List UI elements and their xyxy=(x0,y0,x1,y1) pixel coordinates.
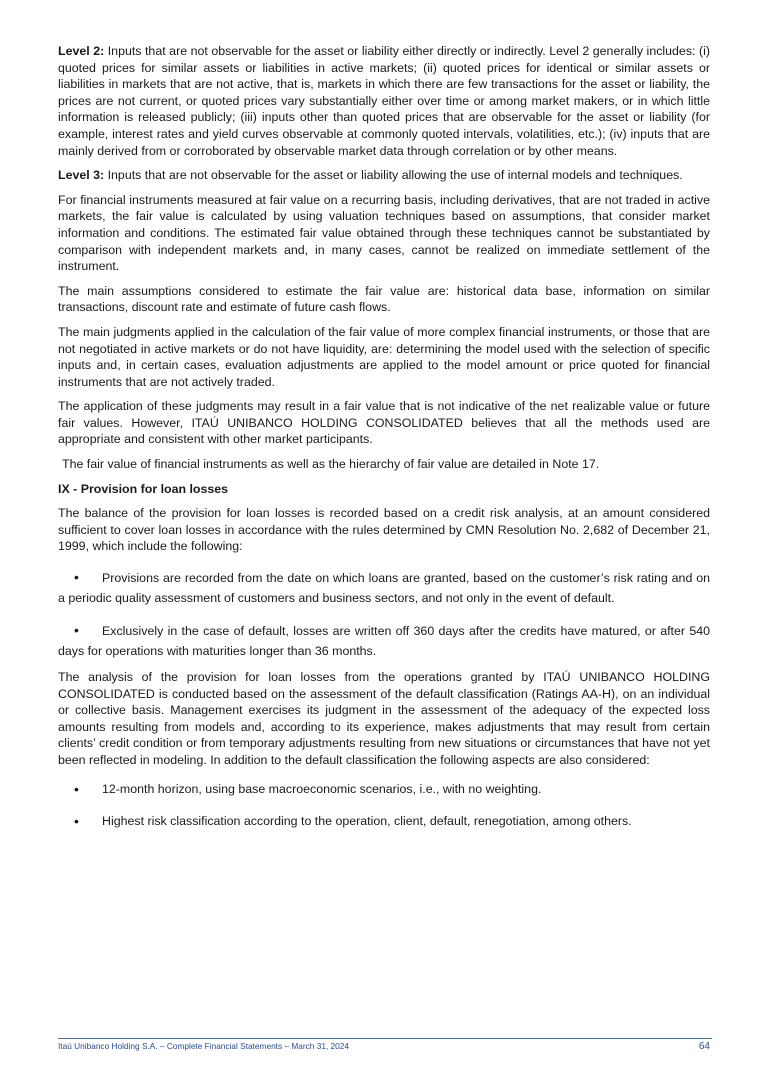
footer-divider xyxy=(58,1038,712,1039)
fair-value-paragraph-5: The fair value of financial instruments as well as the hierarchy of fair value are detailed in Note 17. xyxy=(62,457,600,472)
fair-value-paragraph-1: For financial instruments measured at fair value on a recurring basis, including derivatives, that are not traded in active markets, the fair value is calculated by using valuation techniques based on assumptions, that consider market information and conditions. The estimated fair value obtained through these techniques cannot be substantiated by comparison with independent markets and, in many cases, cannot be realized on immediate settlement of the instrument. xyxy=(58,192,710,274)
list-item-text: 12-month horizon, using base macroeconomic scenarios, i.e., with no weighting. xyxy=(102,781,542,796)
list-item-text: Provisions are recorded from the date on which loans are granted, based on the customer’s risk rating and on a periodic quality assessment of customers and business sectors, and not only in the event of default. xyxy=(58,571,710,606)
bullet-icon: • xyxy=(74,569,79,586)
page-number: 64 xyxy=(698,1041,710,1052)
level3-paragraph xyxy=(58,167,710,184)
list-item xyxy=(58,567,710,608)
level3-label: Level 3: xyxy=(58,168,105,183)
list-item-text: Exclusively in the case of default, losses are written off 360 days after the credits have matured, or after 540 days for operations with maturities longer than 36 months. xyxy=(58,624,710,659)
list-item xyxy=(58,813,710,830)
fair-value-paragraph-3: The main judgments applied in the calculation of the fair value of more complex financial instruments, or those that are not negotiated in active markets or do not have liquidity, are: determining the model used with the selection of specific inputs and, in certain cases, evaluation adjustments are applied to the model amount or price quoted for financial instruments that are not actively traded. xyxy=(58,324,710,389)
provision-intro: The balance of the provision for loan losses is recorded based on a credit risk analysis, at an amount considered sufficient to cover loan losses in accordance with the rules determined by CMN Resolution No. 2,682 of December 21, 1999, which include the following: xyxy=(58,506,710,554)
document-body xyxy=(58,43,710,838)
section-heading: IX - Provision for loan losses xyxy=(58,481,229,496)
list-item xyxy=(58,781,710,798)
list-item xyxy=(58,620,710,661)
bullet-icon: • xyxy=(74,813,79,830)
level2-text: Inputs that are not observable for the asset or liability either directly or indirectly. Level 2 generally includes: (i) quoted prices for similar assets or liabilities in active markets; (ii) quoted prices for identical or similar assets or liabilities in markets that are not active, that is, markets in which there are few transactions for the asset or liability, the prices are not current, or quoted prices vary substantially either over time or among market makers, or in which little information is released publicly; (iii) inputs other than quoted prices that are observable for the asset or liability (for example, interest rates and yield curves observable at commonly quoted intervals, volatilities, etc.); (iv) inputs that are mainly derived from or corroborated by observable market data through correlation or by other means. xyxy=(58,44,710,158)
bullet-icon: • xyxy=(74,622,79,639)
fair-value-paragraph-2: The main assumptions considered to estimate the fair value are: historical data base, information on similar transactions, discount rate and estimate of future cash flows. xyxy=(58,283,710,315)
fair-value-paragraph-4: The application of these judgments may result in a fair value that is not indicative of the net realizable value or future fair values. However, ITAÚ UNIBANCO HOLDING CONSOLIDATED believes that all the methods used are appropriate and consistent with other market participants. xyxy=(58,399,710,447)
footer-title: Itaú Unibanco Holding S.A. – Complete Financial Statements – March 31, 2024 xyxy=(58,1041,350,1051)
provision-analysis: The analysis of the provision for loan losses from the operations granted by ITAÚ UNIBANCO HOLDING CONSOLIDATED is conducted based on the assessment of the default classification (Ratings AA-H), on an individual or collective basis. Management exercises its judgment in the assessment of the adequacy of the expected loss amounts resulting from models and, according to its experience, makes adjustments that may result from certain clients’ credit condition or from temporary adjustments resulting from new situations or circumstances that have not yet been reflected in modeling. In addition to the default classification the following aspects are also considered: xyxy=(58,670,710,767)
list-item-text: Highest risk classification according to the operation, client, default, renegotiation, among others. xyxy=(102,814,632,829)
level2-label: Level 2: xyxy=(58,44,105,58)
bullet-icon: • xyxy=(74,780,79,797)
level2-paragraph xyxy=(58,43,710,159)
level3-text: Inputs that are not observable for the asset or liability allowing the use of internal models and techniques. xyxy=(104,168,683,183)
